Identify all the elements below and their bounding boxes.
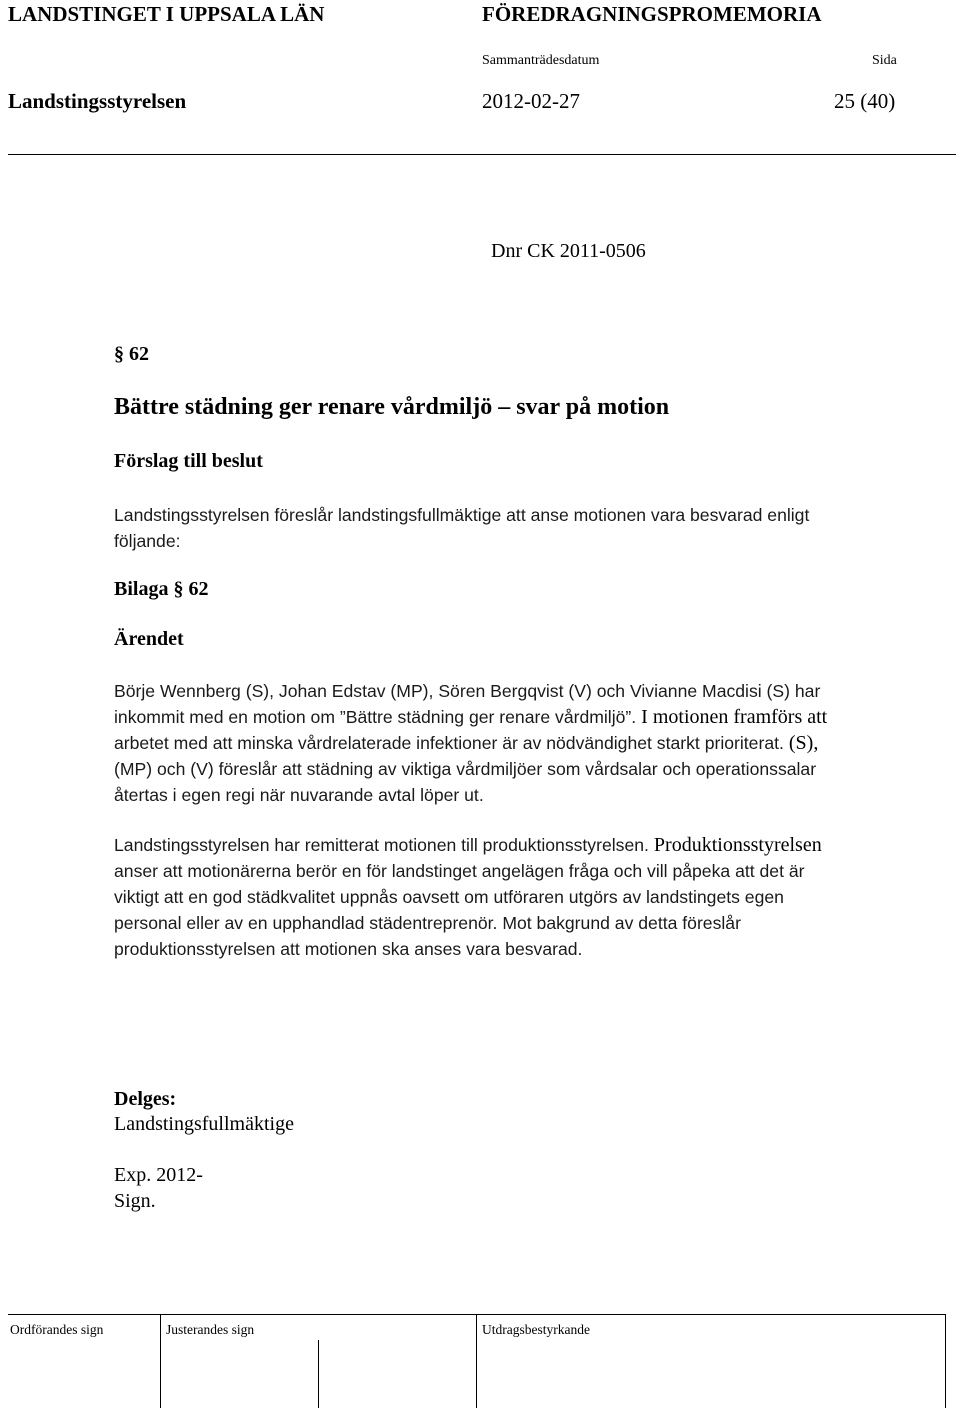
paragraph-line: personal eller av en upphandlad städentreprenör. Mot bakgrund av detta föreslår [114,913,741,933]
distribution-recipient: Landstingsfullmäktige [114,1113,294,1135]
paragraph-line: Landstingsstyrelsen har remitterat motionen till produktionsstyrelsen. Produktionsstyrelsen [114,834,822,856]
org-name: LANDSTINGET I UPPSALA LÄN [8,2,325,26]
chair-signature-label: Ordförandes sign [10,1322,104,1337]
proposal-line: följande: [114,531,181,551]
diary-number: Dnr CK 2011-0506 [491,240,646,262]
header-divider [8,154,956,155]
page-label: Sida [872,53,897,68]
matter-heading: Ärendet [114,628,184,650]
adjuster-signature-label: Justerandes sign [166,1322,255,1337]
footer-column-divider [945,1314,946,1408]
paragraph-line: (MP) och (V) föreslår att städning av viktiga vårdmiljöer som vårdsalar och operationssalar [114,759,817,779]
section-title: Bättre städning ger renare vårdmiljö – svar på motion [114,394,670,420]
matter-paragraph-1 [114,678,944,808]
paragraph-line: Börje Wennberg (S), Johan Edstav (MP), Sören Bergqvist (V) och Vivianne Macdisi (S) har [114,681,821,701]
paragraph-line: viktigt att en god städkvalitet uppnås oavsett om utföraren utgörs av landstingets egen [114,887,784,907]
paragraph-line: anser att motionärerna berör en för landstinget angelägen fråga och vill påpeka att det är [114,861,805,881]
proposal-line: Landstingsstyrelsen föreslår landstingsfullmäktige att anse motionen vara besvarad enligt [114,505,810,525]
attachment-label: Bilaga [114,578,169,600]
section-symbol: § [114,343,124,365]
footer-column-divider [476,1314,477,1408]
footer-top-rule [8,1314,946,1315]
dispatch-signature: Sign. [114,1190,156,1212]
section-number [114,343,149,366]
excerpt-certification-label: Utdragsbestyrkande [482,1322,590,1337]
matter-paragraph-2 [114,832,944,962]
proposal-heading: Förslag till beslut [114,450,263,472]
footer-column-divider [318,1340,319,1408]
meeting-date-label: Sammanträdesdatum [482,53,600,68]
section-symbol: § [173,578,184,600]
dispatch-date: Exp. 2012- [114,1164,203,1186]
meeting-date: 2012-02-27 [482,89,580,113]
document-type: FÖREDRAGNINGSPROMEMORIA [482,2,822,26]
paragraph-line: inkommit med en motion om ”Bättre städning ger renare vårdmiljö”. I motionen framförs att [114,706,828,728]
proposal-text [114,502,944,554]
paragraph-line: produktionsstyrelsen att motionen ska anses vara besvarad. [114,939,583,959]
committee-name: Landstingsstyrelsen [8,89,187,113]
distribution-heading: Delges: [114,1088,177,1110]
attachment-number: 62 [188,578,209,600]
paragraph-line: arbetet med att minska vårdrelaterade infektioner är av nödvändighet starkt prioriterat. (S), [114,732,819,754]
paragraph-line: återtas i egen regi när nuvarande avtal löper ut. [114,785,484,805]
attachment-reference [114,578,208,601]
footer-column-divider [160,1314,161,1408]
section-number-value: 62 [129,343,149,365]
page-number: 25 (40) [834,89,896,113]
